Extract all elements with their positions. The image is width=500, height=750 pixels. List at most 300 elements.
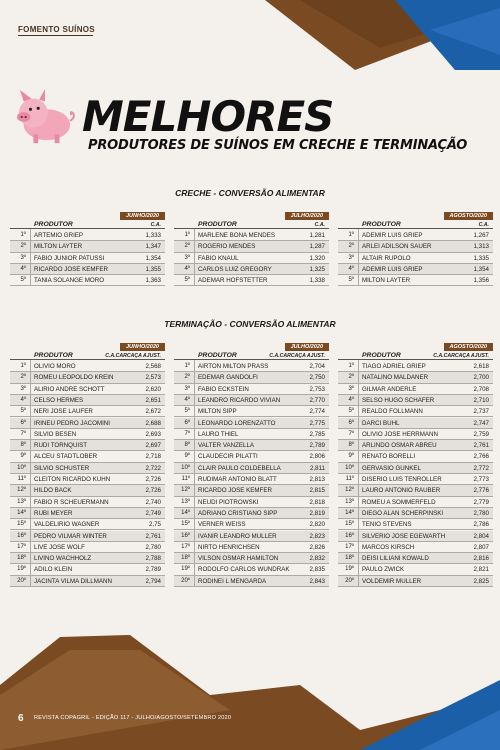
rank: 4º <box>184 265 190 272</box>
col-produtor: PRODUTOR <box>362 352 401 359</box>
rank: 13º <box>345 498 354 505</box>
producer-name: LEONARDO LORENZATTO <box>198 419 276 427</box>
producer-name: VILSON OSMAR HAMILTON <box>198 555 279 563</box>
table-row <box>338 542 493 553</box>
producer-name: ARLEI ADILSON SAUER <box>362 243 432 251</box>
rank: 4º <box>184 396 190 403</box>
producer-name: RICARDO JOSE KEMFER <box>198 487 272 495</box>
rank: 4º <box>20 396 26 403</box>
producer-name: RODOLFO CARLOS WUNDRAK <box>198 566 290 574</box>
producer-name: PEDRO VILMAR WINTER <box>34 532 107 540</box>
value: 2,780 <box>473 509 489 517</box>
col-value: C.A.CARCAÇA AJUST. <box>105 353 161 359</box>
table-row <box>338 275 493 286</box>
producer-name: CELSO HERMES <box>34 396 84 404</box>
table-row <box>174 275 329 286</box>
table-row <box>338 553 493 564</box>
producer-name: LAURO THIEL <box>198 430 239 438</box>
producer-name: NATALINO MALDANER <box>362 374 429 382</box>
table-row <box>174 361 329 372</box>
terminacao-table-july <box>174 343 329 618</box>
rank: 6º <box>184 419 190 426</box>
value: 2,737 <box>473 408 489 416</box>
value: 2,825 <box>473 577 489 585</box>
producer-name: ADILO KLEIN <box>34 566 73 574</box>
rank: 18º <box>17 555 26 562</box>
rank: 5º <box>20 277 26 284</box>
value: 2,785 <box>309 430 325 438</box>
value: 2,826 <box>309 543 325 551</box>
value: 2,722 <box>145 464 161 472</box>
rank: 1º <box>20 363 26 369</box>
producer-name: ALTAIR RUPOLO <box>362 254 411 262</box>
value: 1,333 <box>145 232 161 239</box>
table-row <box>174 497 329 508</box>
table-row <box>10 275 165 286</box>
value: 2,819 <box>309 509 325 517</box>
value: 2,773 <box>473 476 489 483</box>
table-row <box>174 542 329 553</box>
creche-table-july <box>174 212 329 297</box>
month-label: JULHO/2020 <box>285 343 329 351</box>
table-row <box>174 440 329 451</box>
table-row <box>10 564 165 575</box>
table-row <box>174 253 329 264</box>
value: 2,651 <box>145 396 161 404</box>
rank: 15º <box>345 521 354 528</box>
value: 2,766 <box>473 453 489 461</box>
value: 1,338 <box>309 277 325 285</box>
rank: 14º <box>345 509 354 516</box>
table-row <box>174 474 329 485</box>
rank: 18º <box>345 555 354 562</box>
producer-name: ALIRIO ANDRE SCHOTT <box>34 385 105 393</box>
value: 2,775 <box>309 419 325 427</box>
table-row <box>10 241 165 252</box>
rank: 4º <box>20 265 26 272</box>
value: 2,697 <box>145 442 161 450</box>
page-title: MELHORES <box>82 92 334 141</box>
table-row <box>174 553 329 564</box>
rank: 1º <box>348 232 354 238</box>
rank: 20º <box>345 577 354 584</box>
rank: 17º <box>345 543 354 550</box>
rank: 15º <box>17 521 26 528</box>
rank: 20º <box>181 577 190 584</box>
value: 2,806 <box>309 453 325 461</box>
producer-name: RUBI MEYER <box>34 509 73 517</box>
col-value: C.A. <box>314 222 325 228</box>
rank: 15º <box>181 521 190 528</box>
col-produtor: PRODUTOR <box>362 221 401 228</box>
value: 2,573 <box>145 374 161 382</box>
table-row <box>174 384 329 395</box>
rank: 1º <box>348 363 354 369</box>
value: 2,816 <box>473 555 489 563</box>
producer-name: REALDO FOLLMANN <box>362 408 423 416</box>
producer-name: FABIO JUNIOR PATUSSI <box>34 254 105 262</box>
rank: 2º <box>348 243 354 250</box>
producer-name: MARCOS KIRSCH <box>362 543 415 551</box>
value: 1,356 <box>473 277 489 285</box>
producer-name: RENATO BORELLI <box>362 453 416 461</box>
rank: 19º <box>181 566 190 573</box>
rank: 1º <box>20 232 26 238</box>
producer-name: SILVERIO JOSE EGEWARTH <box>362 532 446 540</box>
producer-name: NIRTO HENRICHSEN <box>198 543 260 551</box>
table-row <box>10 576 165 587</box>
rank: 12º <box>17 487 26 494</box>
rank: 4º <box>348 265 354 272</box>
producer-name: ROGERIO MENDES <box>198 243 256 251</box>
value: 2,820 <box>309 521 325 529</box>
table-row <box>174 395 329 406</box>
rank: 1º <box>184 232 190 238</box>
rank: 13º <box>17 498 26 505</box>
rank: 3º <box>184 385 190 392</box>
table-header <box>338 351 493 360</box>
rank: 14º <box>181 509 190 516</box>
table-header <box>174 351 329 360</box>
rank: 3º <box>348 385 354 392</box>
table-row <box>174 418 329 429</box>
table-row <box>338 497 493 508</box>
value: 2,779 <box>473 498 489 506</box>
producer-name: PAULO ZWICK <box>362 566 405 574</box>
value: 1,281 <box>309 232 325 239</box>
producer-name: OLIVIO JOSE HERRMANN <box>362 430 438 438</box>
table-row <box>10 429 165 440</box>
table-row <box>174 576 329 587</box>
rank: 6º <box>20 419 26 426</box>
rank: 2º <box>20 243 26 250</box>
rank: 20º <box>17 577 26 584</box>
value: 2,843 <box>309 577 325 585</box>
column-separator <box>30 360 31 587</box>
rank: 3º <box>184 254 190 261</box>
rank: 7º <box>348 430 354 437</box>
producer-name: TIAGO ADRIEL GRIEP <box>362 363 426 370</box>
table-row <box>10 553 165 564</box>
column-separator <box>358 360 359 587</box>
rank: 11º <box>17 476 26 482</box>
value: 1,363 <box>145 277 161 285</box>
producer-name: LIVINO WACHHOLZ <box>34 555 92 563</box>
producer-name: MARLENE BONA MENDES <box>198 232 276 239</box>
table-row <box>338 253 493 264</box>
rank: 11º <box>345 476 354 482</box>
value: 2,761 <box>145 532 161 540</box>
producer-name: ADRIANO CRISTIANO SIPP <box>198 509 278 517</box>
table-row <box>10 384 165 395</box>
table-row <box>174 451 329 462</box>
table-row <box>10 519 165 530</box>
producer-name: LEANDRO RICARDO VIVIAN <box>198 396 281 404</box>
rank: 13º <box>181 498 190 505</box>
terminacao-table-june <box>10 343 165 618</box>
month-label: AGOSTO/2020 <box>444 343 494 351</box>
month-label: JULHO/2020 <box>285 212 329 220</box>
table-row <box>338 531 493 542</box>
table-row <box>338 485 493 496</box>
table-row <box>174 264 329 275</box>
producer-name: MILTON LAYTER <box>362 277 411 285</box>
table-row <box>10 531 165 542</box>
rank: 19º <box>345 566 354 573</box>
producer-name: SILVIO SCHUSTER <box>34 464 90 472</box>
value: 2,786 <box>473 521 489 529</box>
value: 2,780 <box>145 543 161 551</box>
rank: 9º <box>20 453 26 460</box>
table-row <box>338 440 493 451</box>
rank: 10º <box>345 464 354 471</box>
producer-name: ADEMAR HOFSTETTER <box>198 277 268 285</box>
producer-name: DISERIO LUIS TENROLLER <box>362 476 442 483</box>
rank: 8º <box>184 442 190 449</box>
rank: 16º <box>17 532 26 539</box>
producer-name: EDEMAR GANDOLFI <box>198 374 258 382</box>
section-label: FOMENTO SUÍNOS <box>18 25 95 34</box>
table-row <box>338 384 493 395</box>
producer-name: VALTER VANZELLA <box>198 442 255 450</box>
col-produtor: PRODUTOR <box>198 352 237 359</box>
value: 2,759 <box>473 430 489 438</box>
table-row <box>174 429 329 440</box>
value: 2,774 <box>309 408 325 416</box>
producer-name: ROMEU A SOMMERFELD <box>362 498 436 506</box>
value: 2,818 <box>309 498 325 506</box>
value: 2,772 <box>473 464 489 472</box>
rank: 8º <box>20 442 26 449</box>
rank: 3º <box>20 385 26 392</box>
table-row <box>338 429 493 440</box>
rank: 2º <box>20 374 26 381</box>
value: 2,704 <box>309 363 325 370</box>
rank: 14º <box>17 509 26 516</box>
value: 2,710 <box>473 396 489 404</box>
bottom-decoration <box>0 615 500 750</box>
table-row <box>338 508 493 519</box>
col-value: C.A. <box>478 222 489 228</box>
table-row <box>174 463 329 474</box>
producer-name: LAURO ANTONIO RAUBER <box>362 487 441 495</box>
producer-name: SELSO HUGO SCHAFER <box>362 396 435 404</box>
col-produtor: PRODUTOR <box>34 221 73 228</box>
producer-name: RUDIMAR ANTONIO BLATT <box>198 476 277 483</box>
producer-name: FABIO KNAUL <box>198 254 239 262</box>
month-label: JUNHO/2020 <box>120 343 165 351</box>
value: 2,618 <box>473 363 489 370</box>
col-value: C.A.CARCAÇA AJUST. <box>433 353 489 359</box>
producer-name: TENIO STEVENS <box>362 521 412 529</box>
producer-name: DIEGO ALAN SCHERPINSKI <box>362 509 444 517</box>
table-row <box>338 576 493 587</box>
table-header <box>174 220 329 229</box>
value: 2,568 <box>145 363 161 370</box>
table-row <box>174 564 329 575</box>
value: 1,320 <box>309 254 325 262</box>
value: 2,770 <box>309 396 325 404</box>
table-row <box>10 230 165 241</box>
producer-name: OLIVIO MORO <box>34 363 76 370</box>
rank: 16º <box>181 532 190 539</box>
value: 1,347 <box>145 243 161 251</box>
table-row <box>10 542 165 553</box>
table-row <box>338 474 493 485</box>
rank: 7º <box>184 430 190 437</box>
table-row <box>338 230 493 241</box>
value: 2,804 <box>473 532 489 540</box>
table-row <box>338 406 493 417</box>
creche-heading: CRECHE - CONVERSÃO ALIMENTAR <box>175 188 325 198</box>
value: 2,747 <box>473 419 489 427</box>
table-row <box>10 406 165 417</box>
producer-name: ALCEU STADTLOBER <box>34 453 98 461</box>
col-produtor: PRODUTOR <box>34 352 73 359</box>
column-separator <box>194 229 195 286</box>
rank: 11º <box>181 476 190 482</box>
table-row <box>338 372 493 383</box>
producer-name: ADEMIR LUIS GRIEP <box>362 265 423 273</box>
table-row <box>10 418 165 429</box>
value: 1,325 <box>309 265 325 273</box>
value: 1,354 <box>145 254 161 262</box>
producer-name: IVANIR LEANDRO MULLER <box>198 532 277 540</box>
value: 2,807 <box>473 543 489 551</box>
rank: 3º <box>348 254 354 261</box>
table-row <box>10 361 165 372</box>
rank: 2º <box>184 243 190 250</box>
value: 2,789 <box>145 566 161 574</box>
table-row <box>10 451 165 462</box>
table-row <box>10 463 165 474</box>
value: 2,693 <box>145 430 161 438</box>
table-row <box>10 253 165 264</box>
table-row <box>10 264 165 275</box>
creche-table-august <box>338 212 493 297</box>
table-row <box>338 451 493 462</box>
value: 2,620 <box>145 385 161 393</box>
table-row <box>10 440 165 451</box>
table-row <box>10 497 165 508</box>
value: 1,355 <box>145 265 161 273</box>
producer-name: LIVE JOSE WOLF <box>34 543 85 551</box>
table-header <box>338 220 493 229</box>
producer-name: CLAIR PAULO COLDEBELLA <box>198 464 281 472</box>
column-separator <box>194 360 195 587</box>
value: 2,750 <box>309 374 325 382</box>
table-row <box>338 264 493 275</box>
producer-name: VOLDEMIR MULLER <box>362 577 422 585</box>
producer-name: ROMEU LEOPOLDO KREIN <box>34 374 114 382</box>
producer-name: ARTEMIO GRIEP <box>34 232 84 239</box>
rank: 19º <box>17 566 26 573</box>
table-row <box>174 519 329 530</box>
producer-name: VALDELIRIO WAGNER <box>34 521 100 529</box>
value: 1,335 <box>473 254 489 262</box>
col-produtor: PRODUTOR <box>198 221 237 228</box>
value: 1,354 <box>473 265 489 273</box>
rank: 5º <box>348 408 354 415</box>
value: 2,75 <box>148 521 161 529</box>
value: 1,267 <box>473 232 489 239</box>
rank: 5º <box>20 408 26 415</box>
rank: 12º <box>345 487 354 494</box>
value: 2,726 <box>145 476 161 483</box>
rank: 9º <box>348 453 354 460</box>
value: 2,688 <box>145 419 161 427</box>
section-rule <box>18 35 93 36</box>
table-row <box>174 485 329 496</box>
creche-table-june <box>10 212 165 297</box>
table-row <box>174 372 329 383</box>
col-value: C.A.CARCAÇA AJUST. <box>269 353 325 359</box>
producer-name: ADEMIR LUIS GRIEP <box>362 232 423 239</box>
producer-name: SILVIO BESEN <box>34 430 77 438</box>
table-row <box>10 485 165 496</box>
rank: 6º <box>348 419 354 426</box>
month-label: AGOSTO/2020 <box>444 212 494 220</box>
producer-name: RUDI TORNQUIST <box>34 442 88 450</box>
producer-name: ARLINDO OSMAR ABREU <box>362 442 437 450</box>
producer-name: TANIA SOLANGE MORO <box>34 277 105 285</box>
value: 2,811 <box>309 464 325 472</box>
producer-name: RICARDO JOSE KEMFER <box>34 265 108 273</box>
rank: 2º <box>184 374 190 381</box>
producer-name: MILTON LAYTER <box>34 243 83 251</box>
producer-name: RODINEI L MENGARDA <box>198 577 267 585</box>
page-number: 6 <box>18 713 24 724</box>
table-row <box>174 241 329 252</box>
top-decoration <box>0 0 500 80</box>
rank: 5º <box>184 408 190 415</box>
rank: 12º <box>181 487 190 494</box>
producer-name: JACINTA VILMA DILLMANN <box>34 577 112 585</box>
month-label: JUNHO/2020 <box>120 212 165 220</box>
table-row <box>174 508 329 519</box>
table-row <box>338 519 493 530</box>
pig-icon <box>10 88 78 146</box>
terminacao-table-august <box>338 343 493 618</box>
value: 2,821 <box>473 566 489 574</box>
producer-name: VERNER WEISS <box>198 521 246 529</box>
producer-name: GERVASIO GUNKEL <box>362 464 421 472</box>
rank: 8º <box>348 442 354 449</box>
table-row <box>174 230 329 241</box>
rank: 5º <box>348 277 354 284</box>
producer-name: FABIO ECKSTEIN <box>198 385 249 393</box>
table-row <box>338 418 493 429</box>
table-row <box>174 406 329 417</box>
producer-name: DARCI BUHL <box>362 419 400 427</box>
producer-name: MILTON SIPP <box>198 408 237 416</box>
value: 1,313 <box>473 243 489 251</box>
producer-name: IRINEU PEDRO JACOMINI <box>34 419 110 427</box>
value: 2,761 <box>473 442 489 450</box>
table-row <box>10 372 165 383</box>
table-row <box>10 474 165 485</box>
terminacao-heading: TERMINAÇÃO - CONVERSÃO ALIMENTAR <box>164 319 336 329</box>
rank: 4º <box>348 396 354 403</box>
value: 2,788 <box>145 555 161 563</box>
value: 2,832 <box>309 555 325 563</box>
rank: 7º <box>20 430 26 437</box>
producer-name: FABIO R SCHEUERMANN <box>34 498 109 506</box>
value: 2,835 <box>309 566 325 574</box>
column-separator <box>30 229 31 286</box>
value: 2,718 <box>145 453 161 461</box>
rank: 1º <box>184 363 190 369</box>
